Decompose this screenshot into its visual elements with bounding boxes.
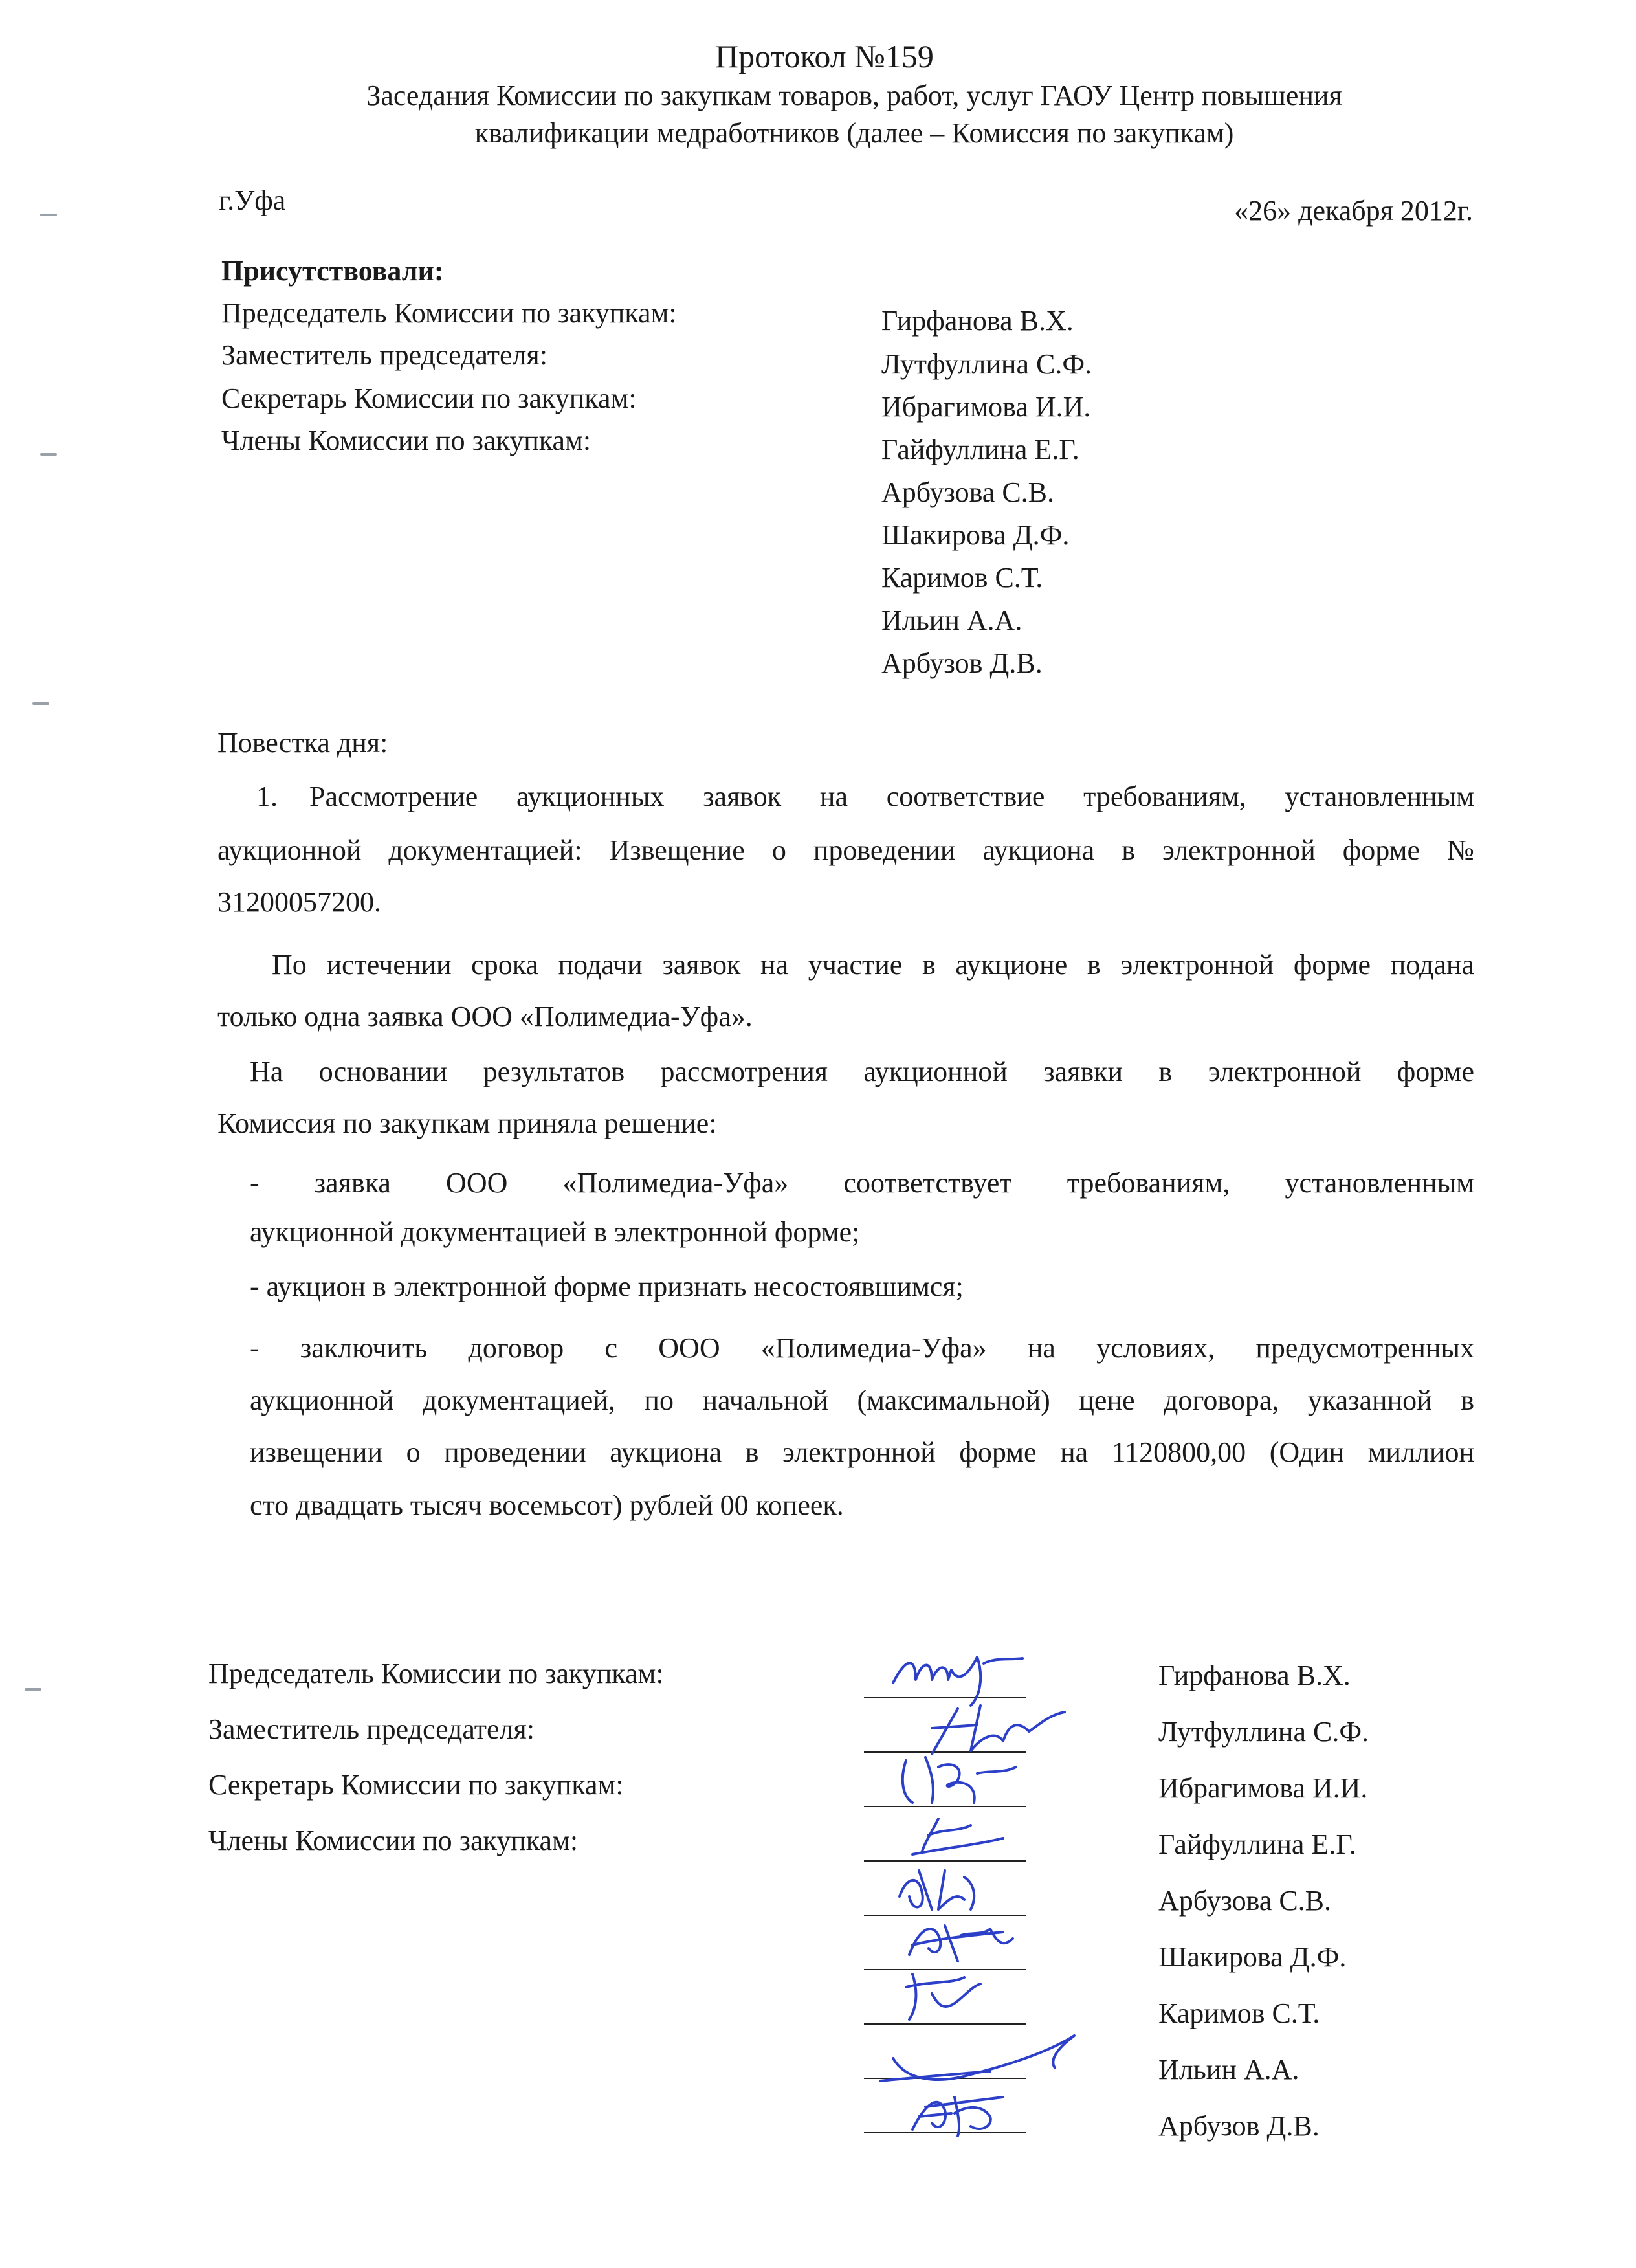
paragraph-line: Комиссия по закупкам приняла решение: [217, 1107, 717, 1139]
attendance-name: Гирфанова В.Х. [881, 305, 1074, 337]
decision-line: аукционной документацией в электронной форме; [250, 1216, 860, 1248]
decision-line: извещении о проведении аукциона в электронной форме на 1120800,00 (Один миллион [250, 1436, 1474, 1468]
attendance-name: Лутфуллина С.Ф. [881, 348, 1092, 380]
decision-line: сто двадцать тысяч восемьсот) рублей 00 копеек. [250, 1489, 844, 1521]
signature-name: Арбузова С.В. [1158, 1885, 1332, 1917]
signature-name: Гирфанова В.Х. [1158, 1660, 1351, 1691]
handwritten-signature [900, 2078, 1029, 2142]
agenda-item-line: Рассмотрение аукционных заявок на соответствие требованиям, установленным [309, 781, 1474, 812]
attendance-name: Ильин А.А. [881, 605, 1022, 636]
attendance-name: Шакирова Д.Ф. [881, 519, 1070, 551]
scan-mark [25, 1688, 41, 1691]
signature-name: Арбузов Д.В. [1158, 2110, 1320, 2142]
signature-role-deputy: Заместитель председателя: [208, 1713, 535, 1745]
agenda-item-line: 31200057200. [217, 886, 381, 918]
handwritten-signature [900, 1909, 1029, 1968]
scan-mark [40, 214, 57, 216]
paragraph-line: только одна заявка ООО «Полимедиа-Уфа». [217, 1001, 753, 1032]
decision-line: - аукцион в электронной форме признать несостоявшимся; [250, 1271, 964, 1302]
decision-line: - заявка ООО «Полимедиа-Уфа» соответствует требованиям, установленным [250, 1167, 1474, 1199]
agenda-item-line: аукционной документацией: Извещение о проведении аукциона в электронной форме № [217, 834, 1474, 866]
attendance-role-members: Члены Комиссии по закупкам: [221, 425, 591, 456]
city: г.Уфа [219, 184, 286, 216]
agenda-heading: Повестка дня: [217, 727, 388, 759]
paragraph-line: По истечении срока подачи заявок на участие в аукционе в электронной форме подана [272, 949, 1474, 981]
handwritten-signature [887, 1748, 1042, 1812]
document-title: Протокол №159 [715, 38, 934, 74]
attendance-role-secretary: Секретарь Комиссии по закупкам: [221, 383, 637, 414]
attendance-name: Ибрагимова И.И. [881, 391, 1091, 423]
handwritten-signature [893, 1858, 1022, 1916]
signature-role-chair: Председатель Комиссии по закупкам: [208, 1658, 664, 1689]
attendance-heading: Присутствовали: [221, 255, 444, 287]
document-subtitle-line-1: Заседания Комиссии по закупкам товаров, работ, услуг ГАОУ Центр повышения [366, 80, 1342, 111]
signature-name: Ильин А.А. [1158, 2054, 1299, 2085]
decision-line: - заключить договор с ООО «Полимедиа-Уфа» на условиях, предусмотренных [250, 1332, 1474, 1364]
signature-role-secretary: Секретарь Комиссии по закупкам: [208, 1769, 624, 1801]
signature-name: Каримов С.Т. [1158, 1997, 1320, 2029]
signature-name: Шакирова Д.Ф. [1158, 1941, 1347, 1973]
document-subtitle-line-2: квалификации медработников (далее – Комиссия по закупкам) [474, 117, 1234, 149]
scan-mark [40, 453, 57, 456]
attendance-name: Каримов С.Т. [881, 562, 1043, 594]
paragraph-line: На основании результатов рассмотрения аукционной заявки в электронной форме [250, 1056, 1474, 1087]
attendance-name: Арбузова С.В. [881, 476, 1055, 508]
signature-name: Ибрагимова И.И. [1158, 1772, 1368, 1804]
signature-name: Лутфуллина С.Ф. [1158, 1716, 1369, 1748]
attendance-name: Гайфуллина Е.Г. [881, 434, 1079, 465]
document-date: «26» декабря 2012г. [1234, 195, 1473, 227]
handwritten-signature [893, 1806, 1022, 1864]
signature-role-members: Члены Комиссии по закупкам: [208, 1825, 579, 1856]
scan-mark [32, 702, 49, 705]
attendance-role-chair: Председатель Комиссии по закупкам: [221, 297, 677, 329]
handwritten-signature [893, 1961, 1035, 2026]
attendance-name: Арбузов Д.В. [881, 647, 1043, 679]
agenda-item-number: 1. [256, 781, 278, 812]
signature-name: Гайфуллина Е.Г. [1158, 1829, 1356, 1860]
decision-line: аукционной документацией, по начальной (максимальной) цене договора, указанной в [250, 1384, 1474, 1416]
attendance-role-deputy: Заместитель председателя: [221, 339, 547, 371]
